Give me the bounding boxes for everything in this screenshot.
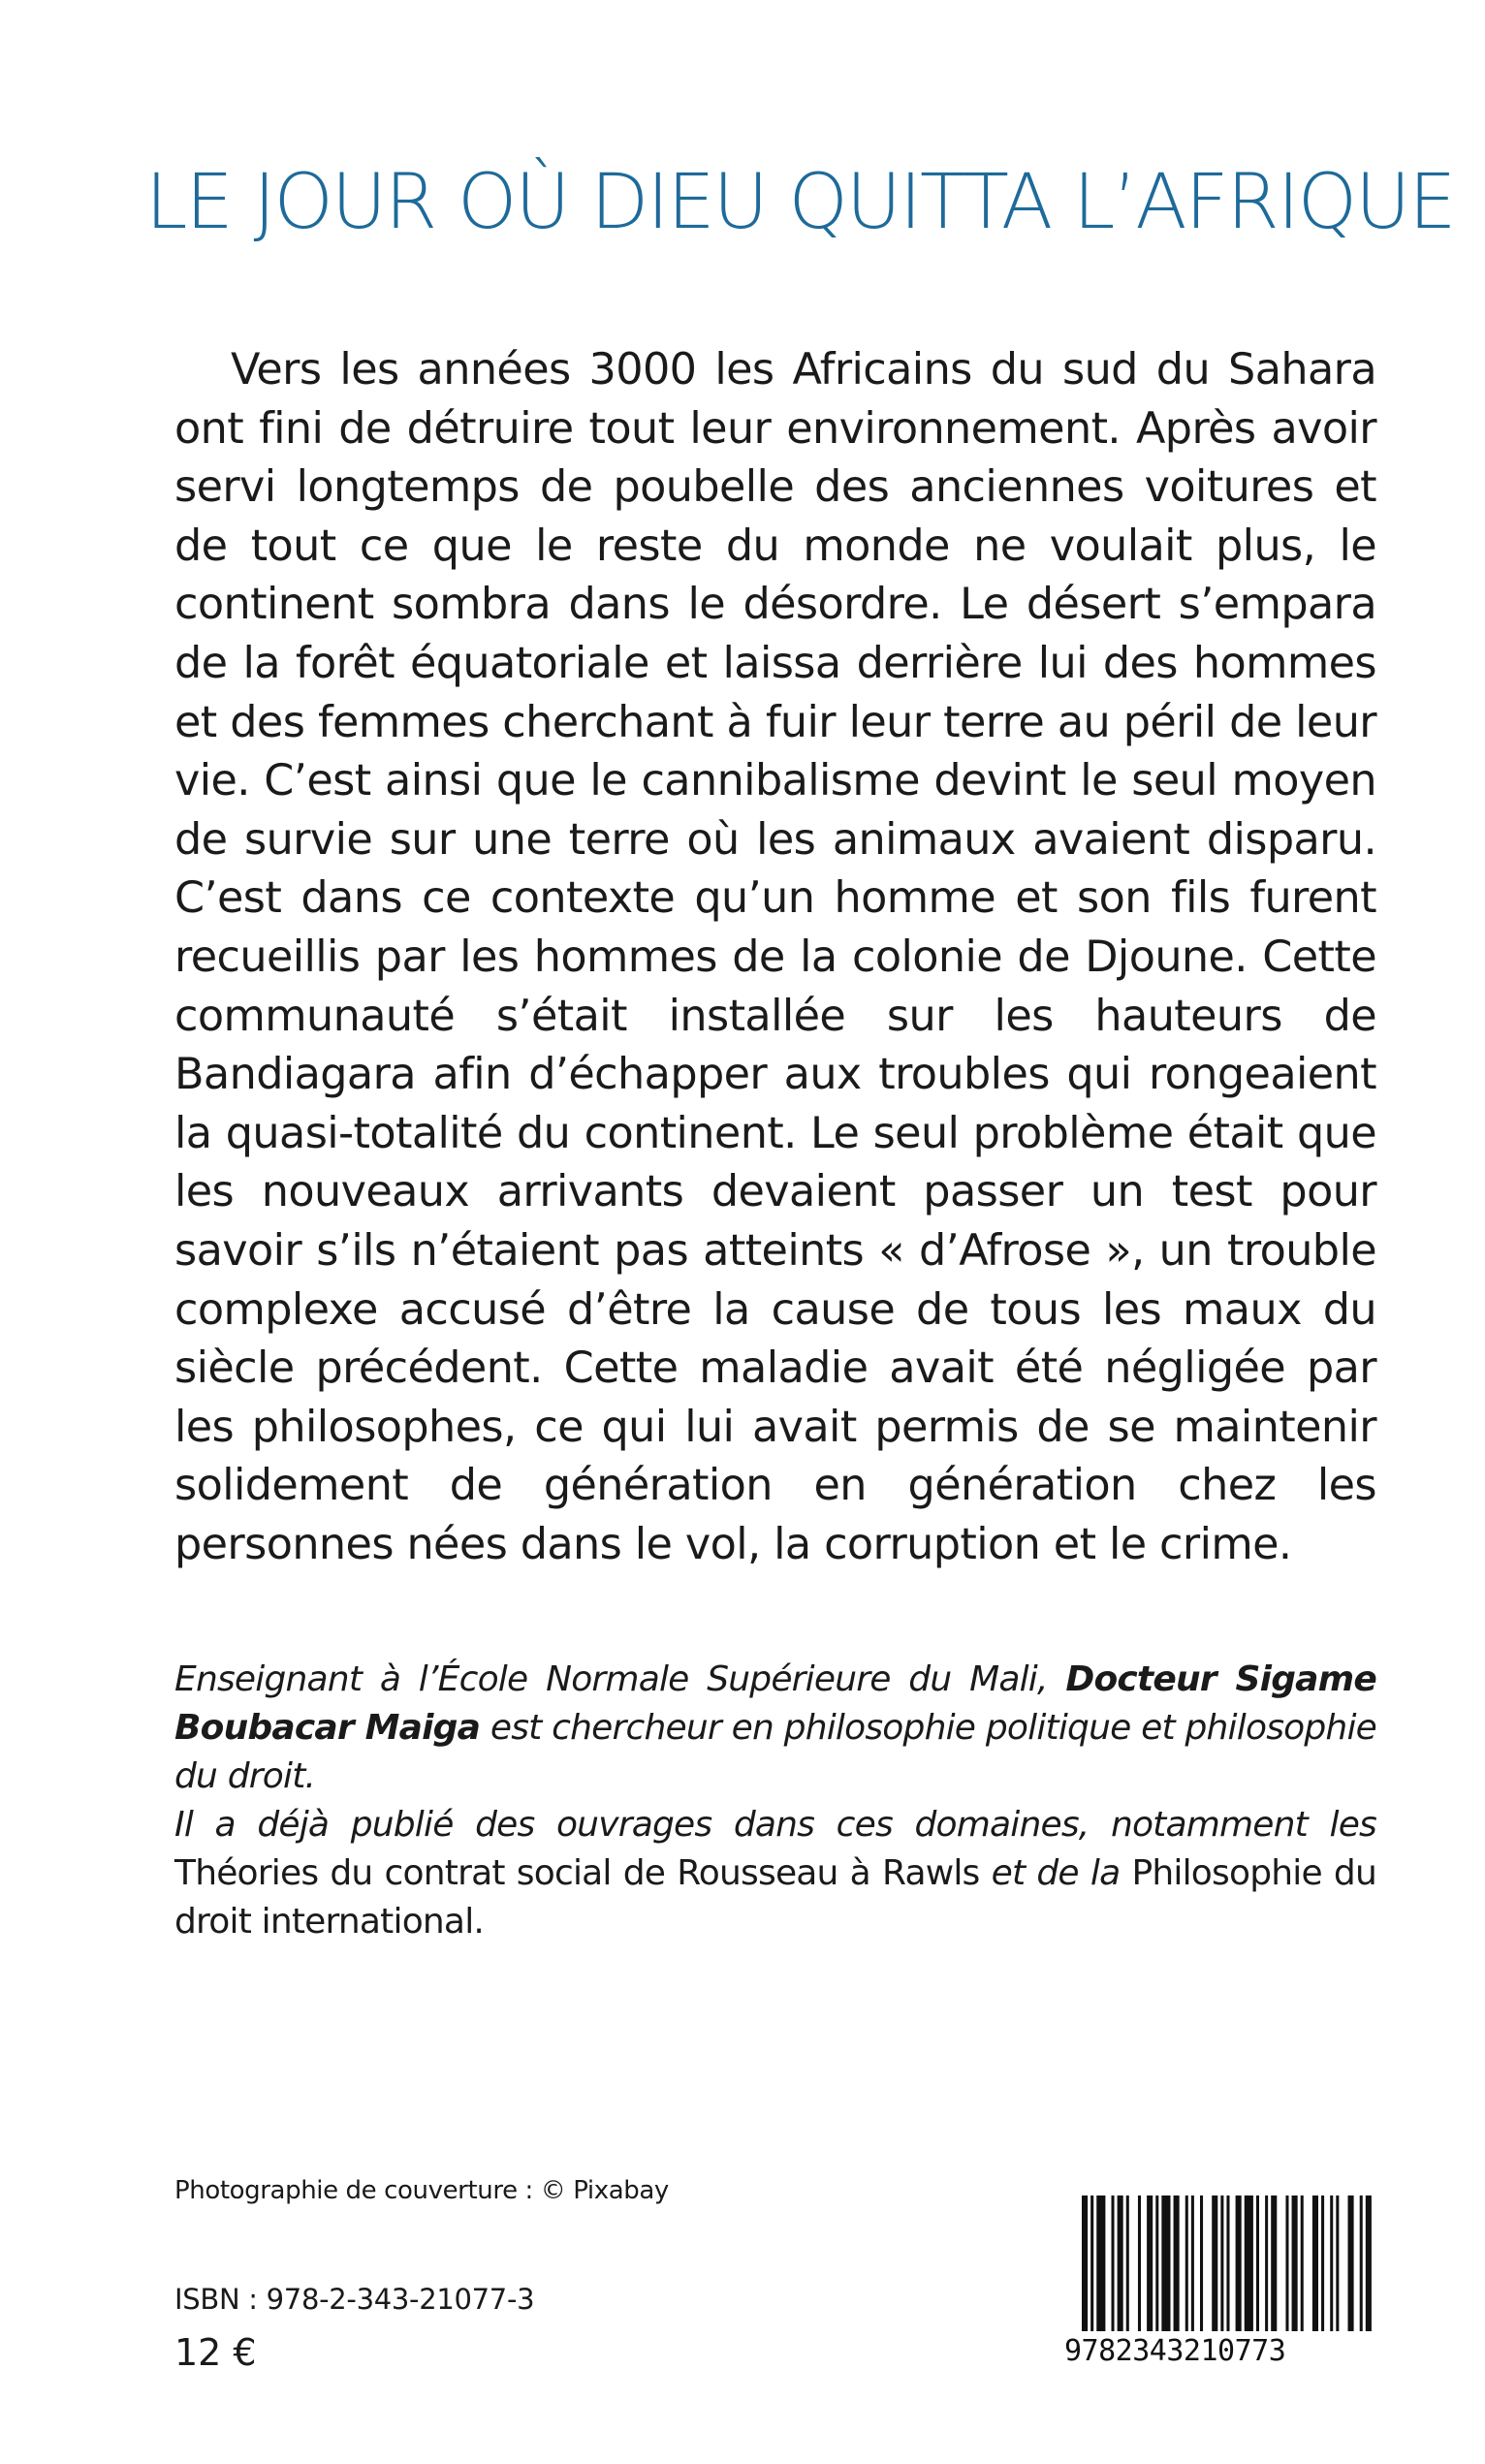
photo-credit: Photographie de couverture : © Pixabay <box>174 2176 669 2205</box>
book-title-1: Théories du contrat social de Rousseau à Rawls <box>174 1853 980 1893</box>
barcode-bar <box>1312 2195 1318 2331</box>
barcode-bar <box>1118 2195 1123 2331</box>
bio-publications-intro: Il a déjà publié des ouvrages dans ces domaines, notamment les <box>174 1805 1376 1845</box>
barcode-bar <box>1096 2195 1105 2331</box>
barcode-bar <box>1256 2195 1259 2331</box>
bio-connector: et de la <box>991 1853 1121 1893</box>
barcode-bar <box>1245 2195 1253 2331</box>
isbn: ISBN : 978-2-343-21077-3 <box>174 2283 535 2316</box>
barcode-bar <box>1226 2195 1229 2331</box>
barcode-bar <box>1191 2195 1194 2331</box>
barcode-digits: 9782343210773 <box>1064 2334 1286 2368</box>
barcode-bar <box>1147 2195 1153 2331</box>
barcode-bar <box>1090 2195 1093 2331</box>
barcode-bar <box>1126 2195 1129 2331</box>
barcode-bar <box>1348 2195 1354 2331</box>
barcode-bar <box>1285 2195 1288 2331</box>
barcode-bar <box>1138 2195 1141 2331</box>
bio-paragraph-2 <box>174 1801 1376 1946</box>
barcode-bar <box>1082 2195 1088 2331</box>
barcode-bar <box>1330 2195 1333 2331</box>
barcode-bar <box>1185 2195 1188 2331</box>
bio-intro: Enseignant à l’École Normale Supérieure du Mali, <box>174 1659 1048 1699</box>
synopsis: Vers les années 3000 les Africains du sud du Sahara ont fini de détruire tout leur environnement. Après avoir servi longtemps de poubelle des anciennes voitures et de tout ce que le reste du monde ne voulait plus, le continent sombra dans le désordre. Le désert s’empara de la forêt équatoriale et laissa derrière lui des hommes et des femmes cherchant à fuir leur terre au péril de leur vie. C’est ainsi que le cannibalisme devint le seul moyen de survie sur une terre où les animaux avaient disparu. C’est dans ce contexte qu’un homme et son fils furent recueillis par les hommes de la colonie de Djoune. Cette communauté s’était installée sur les hauteurs de Bandiagara afin d’échapper aux troubles qui rongeaient la quasi-totalité du continent. Le seul problème était que les nouveaux arrivants devaient passer un test pour savoir s’ils n’étaient pas atteints « d’Afrose », un trouble complexe accusé d’être la cause de tous les maux du siècle précédent. Cette maladie avait été négligée par les philosophes, ce qui lui avait permis de se maintenir solidement de génération en génération chez les personnes nées dans le vol, la corruption et le crime. <box>174 345 1376 1569</box>
barcode-bar <box>1161 2195 1170 2331</box>
author-bio <box>174 1656 1376 1946</box>
barcode-bar <box>1301 2195 1304 2331</box>
barcode-bar <box>1174 2195 1180 2331</box>
barcode-bar <box>1271 2195 1277 2331</box>
barcode-bar <box>1236 2195 1242 2331</box>
barcode-bar <box>1292 2195 1298 2331</box>
bio-role: est chercheur en philosophie politique et philosophie du droit. <box>174 1708 1376 1796</box>
barcode-bar <box>1360 2195 1363 2331</box>
barcode-bar <box>1200 2195 1203 2331</box>
barcode-bar <box>1366 2195 1372 2331</box>
price: 12 € <box>174 2331 257 2374</box>
bio-paragraph-1 <box>174 1656 1376 1801</box>
barcode-bars-icon <box>1064 2195 1380 2337</box>
barcode-bar <box>1321 2195 1324 2331</box>
barcode-bar <box>1155 2195 1158 2331</box>
author-name: Docteur Sigame Boubacar Maiga <box>174 1659 1376 1748</box>
book-title-2: Philosophie du droit international. <box>174 1853 1376 1942</box>
book-title: LE JOUR OÙ DIEU QUITTA L’AFRIQUE <box>145 159 1455 246</box>
barcode-bar <box>1265 2195 1268 2331</box>
barcode-bar <box>1336 2195 1339 2331</box>
barcode-bar <box>1220 2195 1223 2331</box>
barcode-bar <box>1112 2195 1115 2331</box>
barcode <box>1064 2195 1380 2370</box>
barcode-bar <box>1212 2195 1217 2331</box>
